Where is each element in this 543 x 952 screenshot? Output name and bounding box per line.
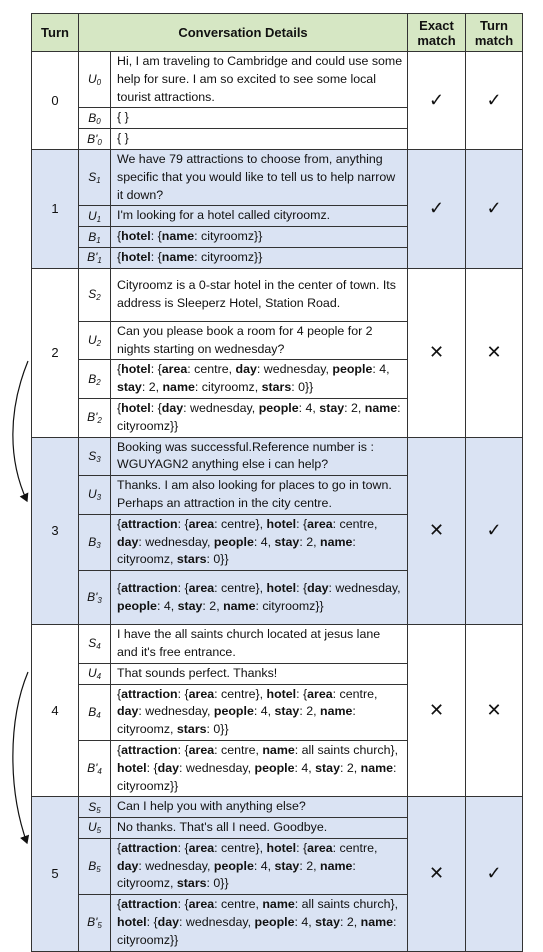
speaker-label: $B_0$: [79, 108, 111, 129]
turn-match-mark: ✕: [466, 268, 523, 437]
slot-key: day: [157, 760, 179, 775]
exact-match-mark: ✕: [408, 797, 466, 951]
turn-number: 2: [32, 268, 79, 437]
speaker-subscript: 4: [97, 767, 102, 777]
arrow-turn2-to-turn3: [13, 361, 28, 501]
slot-key: people: [213, 704, 254, 719]
slot-key: people: [254, 760, 295, 775]
slot-key: name: [364, 400, 398, 415]
speaker-label: $B_5$: [79, 838, 111, 894]
turn-match-mark: ✓: [466, 797, 523, 951]
slot-key: name: [162, 380, 195, 395]
speaker-label: $U_0$: [79, 52, 111, 108]
speaker-subscript: 5: [96, 805, 101, 815]
slot-key: hotel: [121, 229, 151, 244]
slot-key: stars: [261, 380, 292, 395]
speaker-label: $U_5$: [79, 818, 111, 839]
exact-match-mark: ✓: [408, 52, 466, 150]
speaker-subscript: 3: [96, 540, 101, 550]
speaker-label: $B'_4$: [79, 740, 111, 796]
speaker-subscript: 5: [96, 865, 101, 875]
utterance-text: {hotel: {area: centre, day: wednesday, people: 4, stay: 2, name: cityroomz, stars: 0}}: [111, 360, 408, 399]
exact-match-mark: ✕: [408, 437, 466, 625]
slot-key: name: [360, 760, 394, 775]
slot-key: people: [254, 915, 295, 930]
exact-match-mark: ✓: [408, 149, 466, 268]
turn-match-mark: ✓: [466, 52, 523, 150]
utterance-text: { }: [111, 129, 408, 150]
slot-key: stay: [319, 400, 345, 415]
slot-key: day: [117, 534, 139, 549]
speaker-subscript: 1: [96, 235, 101, 245]
slot-key: day: [117, 858, 139, 873]
utterance-text: Cityroomz is a 0-star hotel in the center of town. Its address is Sleeperz Hotel, Station Road.: [111, 268, 408, 321]
slot-key: name: [161, 249, 195, 264]
slot-key: day: [161, 400, 184, 415]
utterance-text: I'm looking for a hotel called cityroomz.: [111, 206, 408, 227]
exact-match-mark: ✕: [408, 268, 466, 437]
speaker-label: $B_4$: [79, 684, 111, 740]
slot-key: stay: [315, 760, 340, 775]
speaker-subscript: 2: [97, 416, 102, 426]
slot-key: area: [307, 516, 333, 531]
utterance-text: We have 79 attractions to choose from, anything specific that you would like to tell us to help narrow it down?: [111, 149, 408, 205]
slot-key: day: [307, 580, 329, 595]
speaker-label: $S_3$: [79, 437, 111, 476]
slot-key: area: [188, 897, 215, 912]
speaker-subscript: 2: [96, 339, 102, 349]
speaker-subscript: 1: [97, 256, 102, 266]
speaker-subscript: 5: [97, 921, 102, 931]
slot-key: name: [161, 229, 195, 244]
arrow-turn4-to-turn5: [13, 672, 28, 843]
utterance-text: {attraction: {area: centre}, hotel: {day: wednesday, people: 4, stay: 2, name: cityroomz}}: [111, 571, 408, 625]
slot-key: hotel: [121, 400, 151, 415]
slot-key: day: [117, 704, 139, 719]
utterance-text: {attraction: {area: centre}, hotel: {area: centre, day: wednesday, people: 4, stay: 2, name: cityroomz, stars: 0}}: [111, 684, 408, 740]
utterance-text: {hotel: {day: wednesday, people: 4, stay: 2, name: cityroomz}}: [111, 398, 408, 437]
slot-key: stars: [176, 722, 207, 737]
utterance-text: {hotel: {name: cityroomz}}: [111, 227, 408, 248]
slot-key: attraction: [121, 516, 178, 531]
utterance-text: {attraction: {area: centre}, hotel: {area: centre, day: wednesday, people: 4, stay: 2, name: cityroomz, stars: 0}}: [111, 514, 408, 570]
slot-key: hotel: [266, 840, 297, 855]
slot-key: name: [320, 858, 353, 873]
slot-key: stay: [274, 534, 300, 549]
speaker-label: $B_3$: [79, 514, 111, 570]
speaker-subscript: 4: [96, 710, 101, 720]
utterance-text: No thanks. That's all I need. Goodbye.: [111, 818, 408, 839]
speaker-subscript: 2: [96, 293, 101, 303]
slot-key: day: [157, 915, 179, 930]
utterance-text: { }: [111, 108, 408, 129]
slot-key: area: [188, 742, 215, 757]
utterance-text: Hi, I am traveling to Cambridge and could use some help for sure. I am so excited to see some local tourist attractions.: [111, 52, 408, 108]
turn-match-mark: ✓: [466, 149, 523, 268]
speaker-label: $S_2$: [79, 268, 111, 321]
turn-number: 4: [32, 625, 79, 797]
utterance-text: Booking was successful.Reference number is : WGUYAGN2 anything else i can help?: [111, 437, 408, 476]
speaker-label: $U_3$: [79, 476, 111, 515]
slot-key: stay: [315, 915, 340, 930]
turn-number: 1: [32, 149, 79, 268]
speaker-subscript: 0: [96, 116, 101, 126]
speaker-subscript: 5: [96, 826, 102, 836]
slot-key: hotel: [121, 362, 151, 377]
slot-key: hotel: [117, 915, 147, 930]
slot-key: people: [332, 362, 373, 377]
speaker-subscript: 1: [96, 176, 101, 186]
utterance-text: Can I help you with anything else?: [111, 797, 408, 818]
slot-key: area: [188, 580, 215, 595]
exact-match-mark: ✕: [408, 625, 466, 797]
utterance-text: {attraction: {area: centre, name: all saints church}, hotel: {day: wednesday, people: 4, stay: 2, name: cityroomz}}: [111, 895, 408, 951]
speaker-subscript: 4: [96, 642, 101, 652]
slot-key: hotel: [117, 760, 147, 775]
slot-key: name: [262, 742, 295, 757]
slot-key: name: [262, 897, 295, 912]
speaker-label: $U_2$: [79, 321, 111, 360]
slot-key: area: [188, 516, 215, 531]
slot-key: stay: [117, 380, 142, 395]
speaker-label: $B'_1$: [79, 247, 111, 268]
speaker-subscript: 3: [96, 454, 101, 464]
slot-key: attraction: [121, 840, 178, 855]
speaker-label: $U_1$: [79, 206, 111, 227]
header-turn: Turn: [32, 14, 79, 52]
slot-key: day: [235, 362, 257, 377]
speaker-label: $B'_2$: [79, 398, 111, 437]
slot-key: stay: [274, 704, 300, 719]
slot-key: name: [320, 704, 353, 719]
header-conversation-details: Conversation Details: [79, 14, 408, 52]
slot-key: attraction: [121, 580, 178, 595]
slot-key: area: [307, 686, 333, 701]
slot-key: people: [117, 598, 157, 613]
slot-key: hotel: [266, 580, 297, 595]
slot-key: people: [213, 858, 254, 873]
utterance-text: {hotel: {name: cityroomz}}: [111, 247, 408, 268]
slot-key: attraction: [121, 897, 178, 912]
speaker-label: $B'_3$: [79, 571, 111, 625]
speaker-label: $S_5$: [79, 797, 111, 818]
speaker-label: $S_1$: [79, 149, 111, 205]
slot-key: area: [188, 840, 215, 855]
speaker-label: $S_4$: [79, 625, 111, 664]
slot-key: hotel: [121, 249, 151, 264]
slot-key: attraction: [121, 742, 178, 757]
slot-key: stay: [274, 858, 300, 873]
header-exact-match: Exact match: [408, 14, 466, 52]
utterance-text: {attraction: {area: centre, name: all saints church}, hotel: {day: wednesday, people: 4, stay: 2, name: cityroomz}}: [111, 740, 408, 796]
slot-key: stars: [176, 552, 207, 567]
slot-key: stars: [176, 876, 207, 891]
header-turn-match: Turn match: [466, 14, 523, 52]
slot-key: people: [258, 400, 299, 415]
speaker-subscript: 0: [97, 137, 102, 147]
slot-key: area: [307, 840, 333, 855]
utterance-text: I have the all saints church located at jesus lane and it's free entrance.: [111, 625, 408, 664]
slot-key: people: [213, 534, 254, 549]
slot-key: hotel: [266, 516, 297, 531]
utterance-text: Can you please book a room for 4 people for 2 nights starting on wednesday?: [111, 321, 408, 360]
slot-key: hotel: [266, 686, 297, 701]
slot-key: name: [320, 534, 353, 549]
speaker-subscript: 4: [96, 672, 102, 682]
utterance-text: {attraction: {area: centre}, hotel: {area: centre, day: wednesday, people: 4, stay: 2, name: cityroomz, stars: 0}}: [111, 838, 408, 894]
turn-number: 3: [32, 437, 79, 625]
slot-key: attraction: [121, 686, 178, 701]
speaker-label: $B'_0$: [79, 129, 111, 150]
speaker-subscript: 3: [97, 596, 102, 606]
slot-key: stay: [177, 598, 203, 613]
speaker-label: $U_4$: [79, 663, 111, 684]
turn-number: 5: [32, 797, 79, 951]
utterance-text: That sounds perfect. Thanks!: [111, 663, 408, 684]
slot-key: name: [223, 598, 256, 613]
speaker-subscript: 1: [96, 214, 102, 224]
slot-key: name: [360, 915, 394, 930]
speaker-subscript: 3: [96, 493, 102, 503]
speaker-subscript: 0: [96, 78, 102, 88]
turn-match-mark: ✕: [466, 625, 523, 797]
utterance-text: Thanks. I am also looking for places to go in town. Perhaps an attraction in the city centre.: [111, 476, 408, 515]
speaker-label: $B_1$: [79, 227, 111, 248]
speaker-subscript: 2: [96, 377, 101, 387]
slot-key: area: [188, 686, 215, 701]
speaker-label: $B_2$: [79, 360, 111, 399]
slot-key: area: [161, 362, 188, 377]
speaker-label: $B'_5$: [79, 895, 111, 951]
turn-match-mark: ✓: [466, 437, 523, 625]
turn-number: 0: [32, 52, 79, 150]
